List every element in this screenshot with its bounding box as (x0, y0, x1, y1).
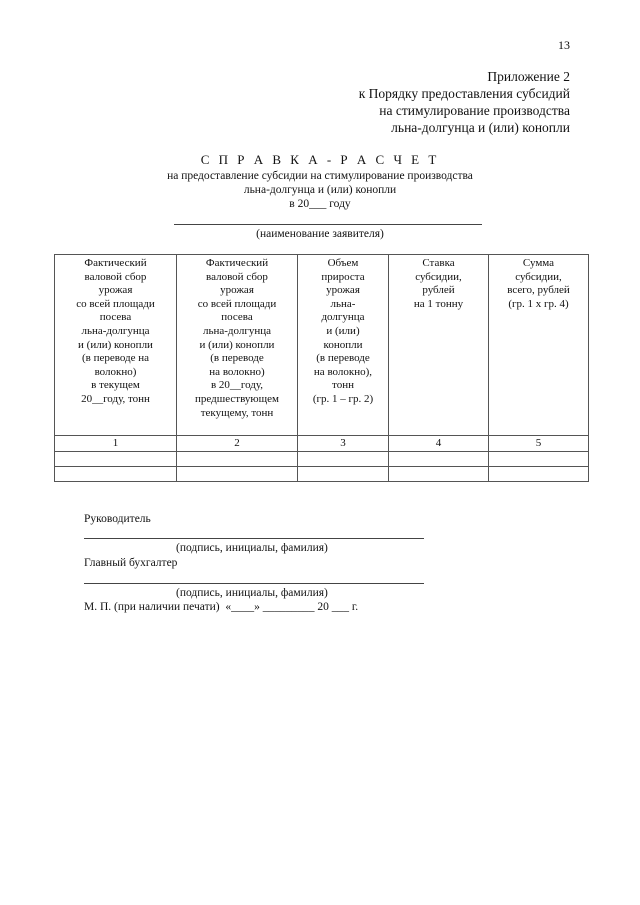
table-cell (55, 467, 177, 482)
stamp-date-line: М. П. (при наличии печати) «____» _________ 20 ___ г. (84, 601, 359, 613)
column-number: 5 (489, 436, 589, 452)
column-header-1: Фактический валовой сбор урожая со всей площади посева льна-долгунца и (или) конопли (в переводе на волокно) в текущем 20__году, тонн (55, 255, 177, 436)
column-header-2: Фактический валовой сбор урожая со всей площади посева льна-долгунца и (или) конопли (в переводе на волокно) в 20__году, предшествующем текущему, тонн (177, 255, 298, 436)
head-signature-line (84, 538, 424, 539)
column-number: 2 (177, 436, 298, 452)
column-header-3: Объем прироста урожая льна- долгунца и (или) конопли (в переводе на волокно), тонн (гр. 1 – гр. 2) (298, 255, 389, 436)
table-row (55, 452, 589, 467)
subtitle-line: льна-долгунца и (или) конопли (243, 184, 397, 196)
table-cell (389, 467, 489, 482)
accountant-signature-caption: (подпись, инициалы, фамилия) (176, 587, 328, 599)
applicant-name-line (174, 224, 482, 225)
subtitle-line: в 20___ году (289, 198, 351, 210)
applicant-caption: (наименование заявителя) (256, 228, 384, 240)
document-title: С П Р А В К А - Р А С Ч Е Т (200, 152, 440, 167)
column-number-row (55, 436, 589, 452)
column-number: 1 (55, 436, 177, 452)
accountant-signature-line (84, 583, 424, 584)
page-number: 13 (558, 38, 570, 52)
table-cell (177, 467, 298, 482)
column-header-5: Сумма субсидии, всего, рублей (гр. 1 х гр. 4) (489, 255, 589, 436)
table-cell (489, 467, 589, 482)
appendix-line: Приложение 2 (487, 69, 570, 84)
column-number: 3 (298, 436, 389, 452)
column-header-4: Ставка субсидии, рублей на 1 тонну (389, 255, 489, 436)
accountant-label: Главный бухгалтер (84, 557, 178, 569)
calculation-table (54, 254, 589, 482)
column-number: 4 (389, 436, 489, 452)
table-cell (298, 467, 389, 482)
table-cell (389, 452, 489, 467)
appendix-note (250, 68, 570, 136)
head-label: Руководитель (84, 513, 151, 525)
table-row (55, 467, 589, 482)
table-cell (298, 452, 389, 467)
appendix-line: на стимулирование производства (379, 103, 570, 118)
table-cell (55, 452, 177, 467)
document-subtitle (0, 169, 640, 211)
table-cell (489, 452, 589, 467)
head-signature-caption: (подпись, инициалы, фамилия) (176, 542, 328, 554)
appendix-line: льна-долгунца и (или) конопли (391, 120, 570, 135)
table-header-row (55, 255, 589, 436)
table-cell (177, 452, 298, 467)
subtitle-line: на предоставление субсидии на стимулирование производства (167, 170, 473, 182)
appendix-line: к Порядку предоставления субсидий (358, 86, 570, 101)
